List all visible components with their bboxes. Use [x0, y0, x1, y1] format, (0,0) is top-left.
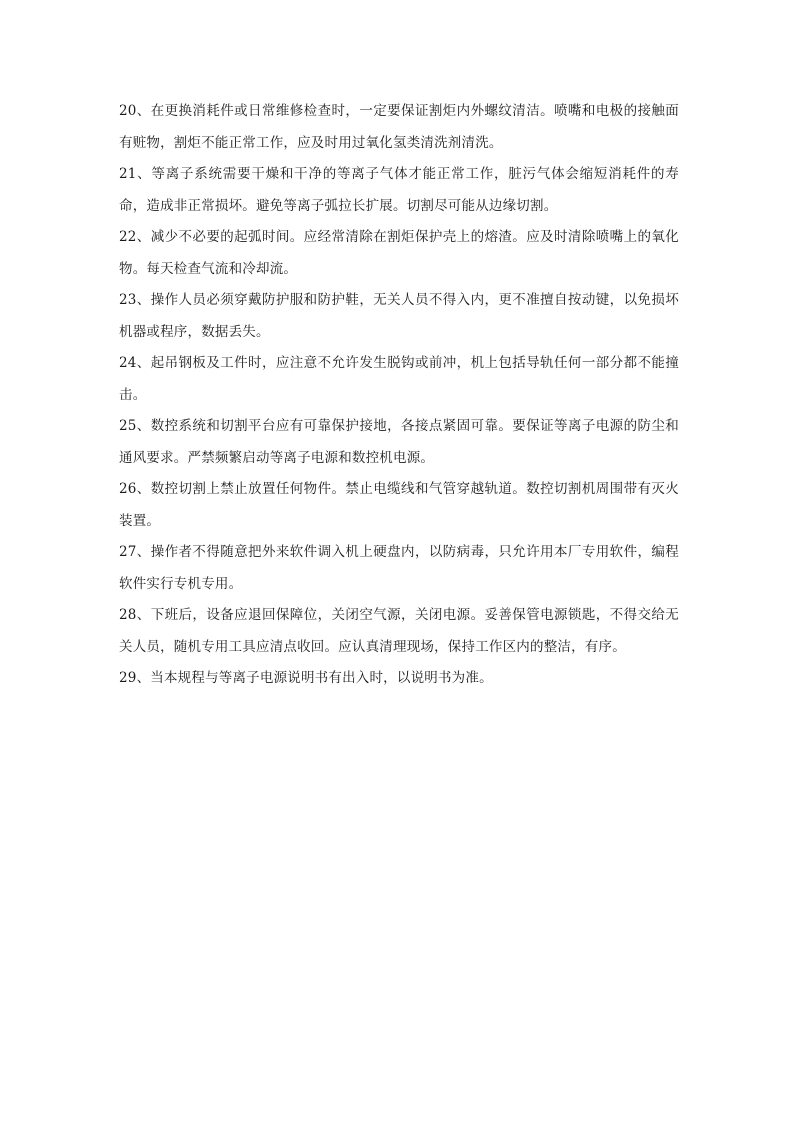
rule-item-23: 23、操作人员必须穿戴防护服和防护鞋，无关人员不得入内，更不准擅自按动键，以免损坏机器或程序，数据丢失。 — [119, 292, 679, 340]
rule-item-25: 25、数控系统和切割平台应有可靠保护接地，各接点紧固可靠。要保证等离子电源的防尘和通风要求。严禁频繁启动等离子电源和数控机电源。 — [119, 418, 679, 466]
rule-item-28: 28、下班后，设备应退回保障位，关闭空气源，关闭电源。妥善保管电源锁匙，不得交给无关人员，随机专用工具应清点收回。应认真清理现场，保持工作区内的整洁，有序。 — [119, 607, 679, 655]
rule-item-20: 20、在更换消耗件或日常维修检查时，一定要保证割炬内外螺纹清洁。喷嘴和电极的接触面有赃物，割炬不能正常工作，应及时用过氧化氢类清洗剂清洗。 — [119, 103, 679, 151]
rule-item-29: 29、当本规程与等离子电源说明书有出入时，以说明书为准。 — [119, 670, 493, 686]
rule-item-26: 26、数控切割上禁止放置任何物件。禁止电缆线和气管穿越轨道。数控切割机周围带有灭火装置。 — [119, 481, 679, 529]
rule-item-21: 21、等离子系统需要干燥和干净的等离子气体才能正常工作，脏污气体会缩短消耗件的寿命，造成非正常损坏。避免等离子弧拉长扩展。切割尽可能从边缘切割。 — [119, 166, 679, 214]
rule-item-24: 24、起吊钢板及工件时，应注意不允许发生脱钩或前冲，机上包括导轨任何一部分都不能撞击。 — [119, 355, 679, 403]
rule-item-22: 22、减少不必要的起弧时间。应经常清除在割炬保护壳上的熔渣。应及时清除喷嘴上的氧化物。每天检查气流和冷却流。 — [119, 229, 679, 277]
rule-item-27: 27、操作者不得随意把外来软件调入机上硬盘内，以防病毒，只允许用本厂专用软件，编程软件实行专机专用。 — [119, 544, 679, 592]
document-body — [119, 96, 679, 695]
